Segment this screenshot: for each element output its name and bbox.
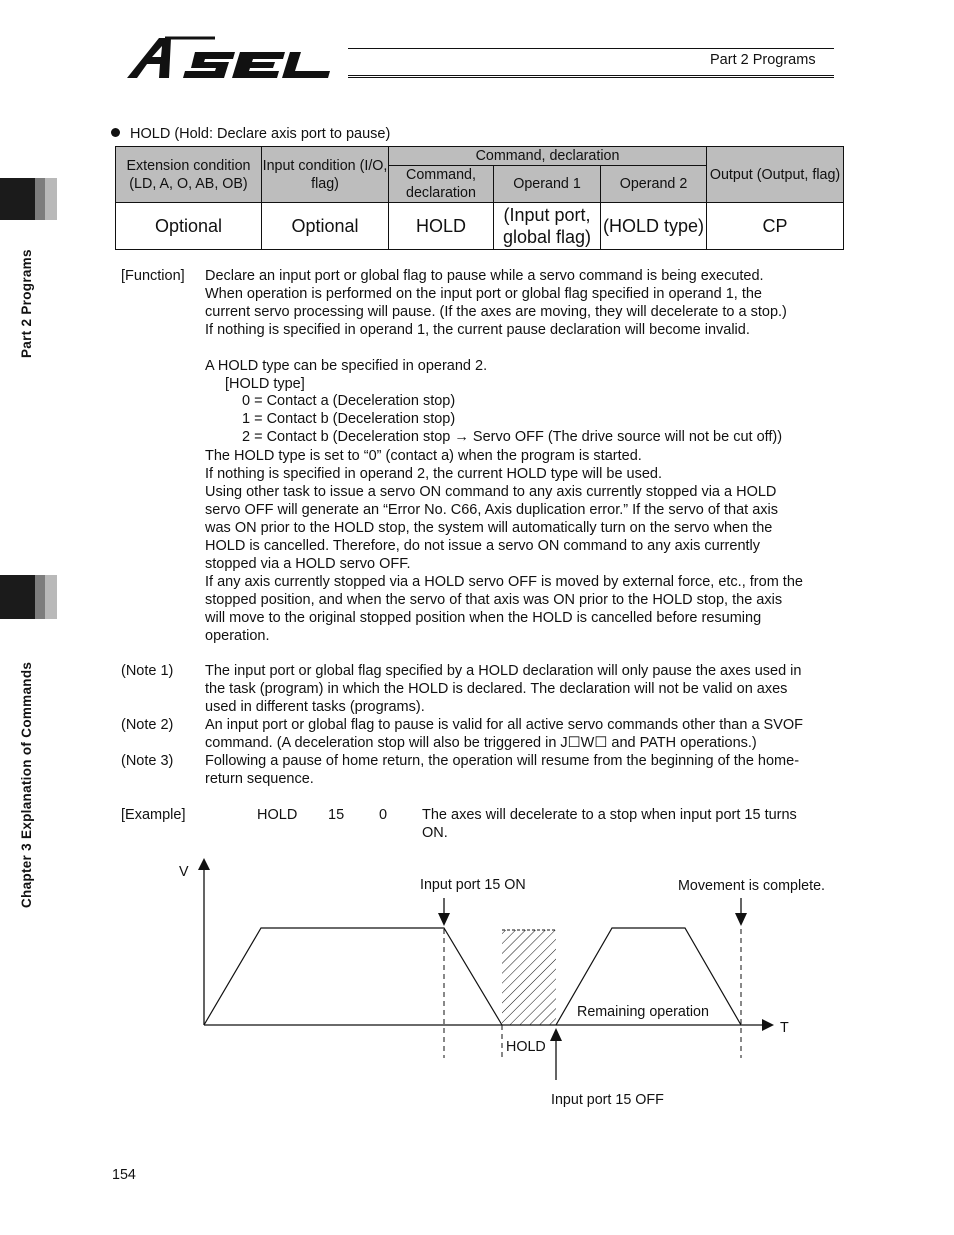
th-output: Output (Output, flag) — [707, 147, 844, 203]
text-line: If nothing is specified in operand 1, the current pause declaration will become invalid. — [205, 322, 750, 338]
text-line: When operation is performed on the input port or global flag specified in operand 1, the — [205, 286, 762, 302]
text-line: operation. — [205, 628, 270, 644]
note-1-label: (Note 1) — [121, 663, 174, 679]
v-axis-label: V — [179, 864, 189, 880]
text-line: Using other task to issue a servo ON command to any axis currently stopped via a HOLD — [205, 484, 777, 500]
text-line: stopped position, and when the servo of that axis was ON prior to the HOLD stop, the axis — [205, 592, 783, 608]
text-line: Following a pause of home return, the operation will resume from the beginning of the home- — [205, 753, 800, 769]
example-operand1: 15 — [328, 807, 345, 823]
example-operand2: 0 — [379, 807, 388, 823]
text-line: the task (program) in which the HOLD is declared. The declaration will not be valid on axes — [205, 681, 788, 697]
hold-type-item: 2 = Contact b (Deceleration stop → Servo OFF (The drive source will not be cut off)) — [242, 429, 783, 445]
td-output: CP — [707, 203, 844, 250]
td-input: Optional — [262, 203, 389, 250]
td-operand1: (Input port, global flag) — [494, 203, 601, 250]
t-axis-label: T — [780, 1020, 789, 1036]
note-3-label: (Note 3) — [121, 753, 174, 769]
side-chapter-label: Chapter 3 Explanation of Commands — [19, 661, 34, 908]
text-line: used in different tasks (programs). — [205, 699, 425, 715]
text-line: The axes will decelerate to a stop when input port 15 turns — [422, 807, 797, 823]
td-operand2: (HOLD type) — [601, 203, 707, 250]
example-label: [Example] — [121, 807, 186, 823]
text-line: If nothing is specified in operand 2, the current HOLD type will be used. — [205, 466, 663, 482]
operand2-intro: A HOLD type can be specified in operand 2. — [205, 358, 488, 374]
text-line: ON. — [422, 825, 448, 841]
input-off-arrow-icon — [550, 1028, 562, 1041]
input-on-label: Input port 15 ON — [420, 877, 526, 893]
input-on-arrow-icon — [438, 913, 450, 926]
text-line: servo OFF will generate an “Error No. C66, Axis duplication error.” If the servo of that axis — [205, 502, 778, 518]
text-line: command. (A deceleration stop will also be triggered in J☐W☐ and PATH operations.) — [205, 735, 757, 751]
td-extension: Optional — [116, 203, 262, 250]
th-operand2: Operand 2 — [601, 166, 707, 203]
hold-type-item: 1 = Contact b (Deceleration stop) — [242, 411, 456, 427]
complete-arrow-icon — [735, 913, 747, 926]
example-command: HOLD — [257, 807, 298, 823]
text-line: stopped via a HOLD servo OFF. — [205, 556, 411, 572]
velocity-profile-1 — [204, 928, 502, 1025]
text-line: The HOLD type is set to “0” (contact a) when the program is started. — [205, 448, 642, 464]
td-command: HOLD — [389, 203, 494, 250]
text-line: return sequence. — [205, 771, 314, 787]
input-off-label: Input port 15 OFF — [551, 1092, 664, 1108]
header-section: Part 2 Programs — [710, 52, 816, 68]
th-extension: Extension condition (LD, A, O, AB, OB) — [116, 147, 262, 203]
t-axis-arrow-icon — [762, 1019, 774, 1031]
text-line: HOLD is cancelled. Therefore, do not issue a servo ON command to any axis currently — [205, 538, 761, 554]
text-line: The input port or global flag specified by a HOLD declaration will only pause the axes used in — [205, 663, 802, 679]
th-input: Input condition (I/O, flag) — [262, 147, 389, 203]
v-axis-arrow-icon — [198, 858, 210, 870]
text-line: was ON prior to the HOLD stop, the system will automatically turn on the servo when the — [205, 520, 773, 536]
text-line: current servo processing will pause. (If the axes are moving, they will decelerate to a stop.) — [205, 304, 787, 320]
text-line: If any axis currently stopped via a HOLD servo OFF is moved by external force, etc., from the — [205, 574, 803, 590]
heading-text: HOLD (Hold: Declare axis port to pause) — [130, 126, 391, 142]
hold-type-item: 0 = Contact a (Deceleration stop) — [242, 393, 456, 409]
complete-label: Movement is complete. — [678, 878, 825, 894]
page-number: 154 — [112, 1167, 136, 1183]
text-line: Declare an input port or global flag to pause while a servo command is being executed. — [205, 268, 764, 284]
th-operand1: Operand 1 — [494, 166, 601, 203]
function-label: [Function] — [121, 268, 185, 284]
note-2-label: (Note 2) — [121, 717, 174, 733]
text-line: will move to the original stopped position when the HOLD is cancelled before resuming — [205, 610, 762, 626]
hold-type-label: [HOLD type] — [225, 376, 305, 392]
text-line: An input port or global flag to pause is valid for all active servo commands other than a SVOF — [205, 717, 804, 733]
hold-label: HOLD — [506, 1039, 546, 1055]
side-part-label: Part 2 Programs — [19, 249, 34, 358]
remaining-label: Remaining operation — [577, 1004, 709, 1020]
th-command-group: Command, declaration — [389, 147, 707, 166]
th-command: Command, declaration — [389, 166, 494, 203]
hold-region — [502, 930, 556, 1025]
